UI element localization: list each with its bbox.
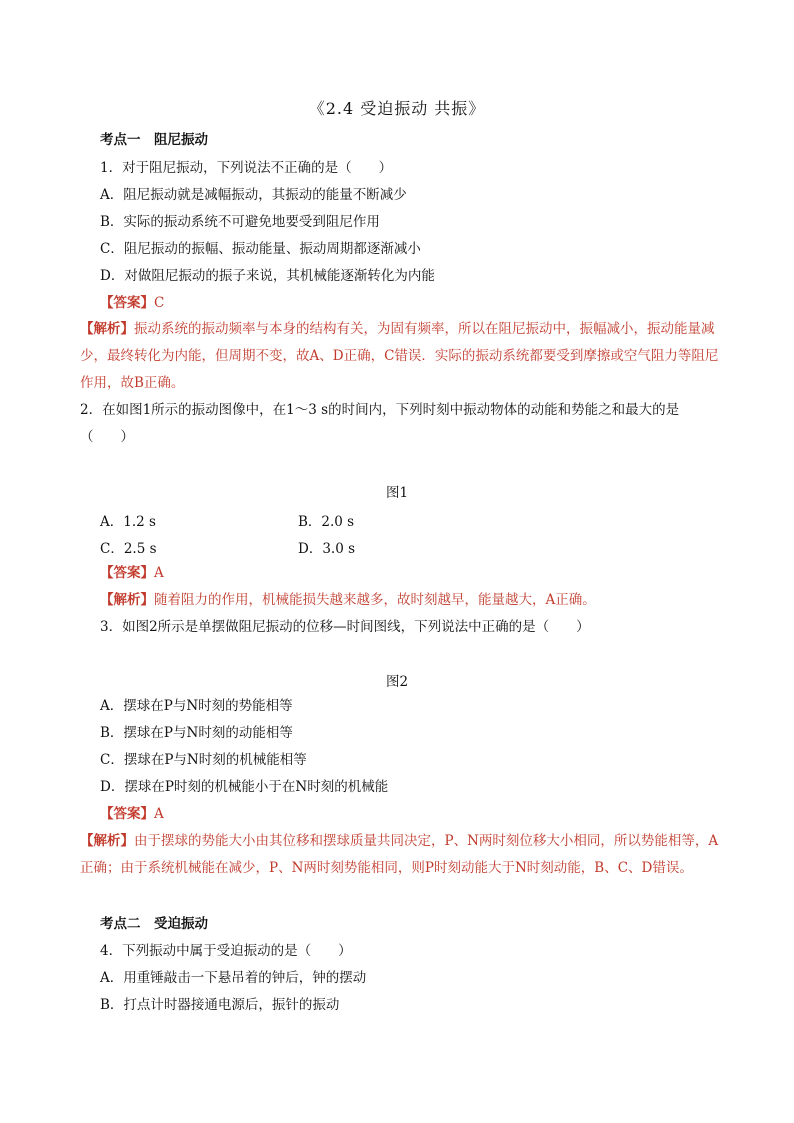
question-3-option-a: A．摆球在P与N时刻的势能相等 bbox=[100, 698, 293, 714]
question-3-option-b: B．摆球在P与N时刻的动能相等 bbox=[100, 725, 293, 741]
figure-2-caption: 图2 bbox=[385, 674, 409, 690]
section-heading-2: 考点二 受迫振动 bbox=[100, 916, 208, 932]
analysis-text: 由于摆球的势能大小由其位移和摆球质量共同决定，P、N两时刻位移大小相同，所以势能相等，A正确；由于系统机械能在减少，P、N两时刻势能相同，则P时刻动能大于N时刻动能，B、C、D错误。 bbox=[80, 833, 719, 876]
analysis-tag: 【解析】 bbox=[100, 592, 154, 608]
question-3-answer bbox=[100, 805, 720, 823]
question-1-answer bbox=[100, 294, 720, 312]
question-1-option-c: C．阻尼振动的振幅、振动能量、振动周期都逐渐减小 bbox=[100, 241, 421, 257]
answer-tag: 【答案】 bbox=[100, 806, 154, 822]
question-2-answer bbox=[100, 564, 720, 582]
answer-value: C bbox=[154, 295, 165, 311]
analysis-text: 振动系统的振动频率与本身的结构有关，为固有频率，所以在阻尼振动中，振幅减小，振动能量减少，最终转化为内能，但周期不变，故A、D正确，C错误．实际的振动系统都要受到摩擦或空气阻力等阻尼作用，故B正确。 bbox=[80, 321, 719, 391]
question-1-option-d: D．对做阻尼振动的振子来说，其机械能逐渐转化为内能 bbox=[100, 268, 435, 284]
question-1-stem: 1．对于阻尼振动，下列说法不正确的是（ ） bbox=[100, 160, 393, 176]
answer-tag: 【答案】 bbox=[100, 565, 154, 581]
question-4-option-b: B．打点计时器接通电源后，振针的振动 bbox=[100, 997, 340, 1013]
analysis-tag: 【解析】 bbox=[80, 321, 134, 337]
answer-value: A bbox=[154, 806, 164, 822]
analysis-text: 随着阻力的作用，机械能损失越来越多，故时刻越早，能量越大，A正确。 bbox=[154, 592, 596, 608]
question-2-stem: 2．在如图1所示的振动图像中，在1～3 s的时间内，下列时刻中振动物体的动能和势能之和最大的是（ ） bbox=[80, 402, 680, 445]
analysis-tag: 【解析】 bbox=[80, 833, 134, 849]
question-2-option-d: D．3.0 s bbox=[298, 541, 356, 557]
question-2-option-c: C．2.5 s bbox=[100, 541, 157, 557]
page-title: 《2.4 受迫振动 共振》 bbox=[308, 99, 486, 118]
figure-1-caption: 图1 bbox=[385, 485, 409, 501]
question-2-option-b: B．2.0 s bbox=[298, 514, 355, 530]
question-3-analysis bbox=[80, 828, 722, 882]
question-4-stem: 4．下列振动中属于受迫振动的是（ ） bbox=[100, 943, 352, 959]
question-4-option-a: A．用重锤敲击一下悬吊着的钟后，钟的摆动 bbox=[100, 970, 367, 986]
question-1-analysis bbox=[80, 316, 722, 397]
question-3-option-c: C．摆球在P与N时刻的机械能相等 bbox=[100, 752, 307, 768]
answer-tag: 【答案】 bbox=[100, 295, 154, 311]
question-1-option-a: A．阻尼振动就是减幅振动，其振动的能量不断减少 bbox=[100, 187, 407, 203]
section-heading-1: 考点一 阻尼振动 bbox=[100, 132, 208, 148]
question-2-analysis bbox=[100, 591, 720, 609]
question-1-option-b: B．实际的振动系统不可避免地要受到阻尼作用 bbox=[100, 214, 380, 230]
question-2-option-a: A．1.2 s bbox=[100, 514, 156, 530]
answer-value: A bbox=[154, 565, 164, 581]
question-3-stem: 3．如图2所示是单摆做阻尼振动的位移—时间图线，下列说法中正确的是（ ） bbox=[100, 619, 590, 635]
question-3-option-d: D．摆球在P时刻的机械能小于在N时刻的机械能 bbox=[100, 779, 389, 795]
